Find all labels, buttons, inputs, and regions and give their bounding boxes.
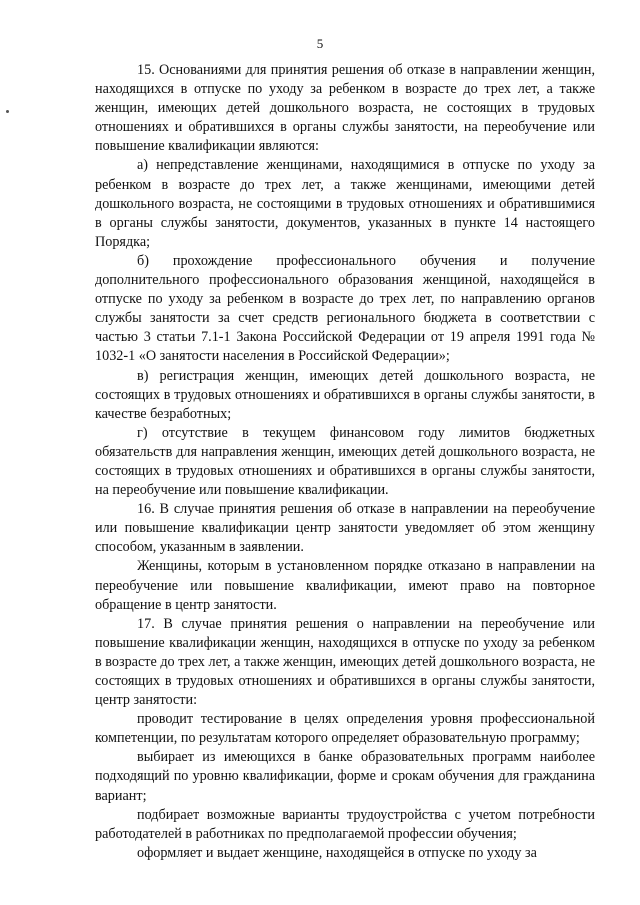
paragraph-15-g: г) отсутствие в текущем финансовом году лимитов бюджетных обязательств для направления женщин, имеющих детей дошкольного возраста, не состоящих в трудовых отношениях и обратившихся в органы службы занятости, на переобучение или повышение квалификации. (95, 424, 595, 499)
paragraph-17-employment: подбирает возможные варианты трудоустройства с учетом потребности работодателей в работниках по предполагаемой профессии обучения; (95, 806, 595, 842)
paragraph-17-testing: проводит тестирование в целях определения уровня профессиональной компетенции, по результатам которого определяет образовательную программу; (95, 711, 595, 747)
document-body (95, 61, 595, 863)
scan-speck (6, 110, 9, 113)
paragraph-16-repeat: Женщины, которым в установленном порядке отказано в направлении на переобучение или повышение квалификации, имеют право на повторное обращение в центр занятости. (95, 558, 595, 613)
paragraph-17-program-choice: выбирает из имеющихся в банке образовательных программ наиболее подходящий по уровню квалификации, форме и срокам обучения для гражданина вариант; (95, 749, 595, 804)
paragraph-15-b: б) прохождение профессионального обучения и получение дополнительного профессионального образования женщиной, находящейся в отпуске по уходу за ребенком в возрасте до трех лет, по направлению органов службы занятости за счет средств регионального бюджета в соответствии с частью 3 статьи 7.1-1 Закона Российской Федерации от 19 апреля 1991 года № 1032-1 «О занятости населения в Российской Федерации»; (95, 252, 595, 365)
paragraph-15-v: в) регистрация женщин, имеющих детей дошкольного возраста, не состоящих в трудовых отношениях и обратившихся в органы службы занятости, в качестве безработных; (95, 367, 595, 422)
paragraph-15-a: а) непредставление женщинами, находящимися в отпуске по уходу за ребенком в возрасте до трех лет, а также женщинами, имеющими детей дошкольного возраста, не состоящими в трудовых отношениях и обратившимися в органы службы занятости, документов, указанных в пункте 14 настоящего Порядка; (95, 157, 595, 250)
paragraph-15: 15. Основаниями для принятия решения об отказе в направлении женщин, находящихся в отпуске по уходу за ребенком в возрасте до трех лет, а также женщин, имеющих детей дошкольного возраста, не состоящих в трудовых отношениях и обратившихся в органы службы занятости, на переобучение или повышение квалификации являются: (95, 62, 595, 155)
page-number: 5 (316, 36, 324, 51)
paragraph-17-issue: оформляет и выдает женщине, находящейся в отпуске по уходу за (137, 844, 537, 861)
paragraph-17: 17. В случае принятия решения о направлении на переобучение или повышение квалификации женщин, находящихся в отпуске по уходу за ребенком в возрасте до трех лет, а также женщин, имеющих детей дошкольного возраста, не состоящих в трудовых отношениях и обратившихся в органы службы занятости, центр занятости: (95, 615, 595, 709)
paragraph-16: 16. В случае принятия решения об отказе в направлении на переобучение или повышение квалификации центр занятости уведомляет об этом женщину способом, указанным в заявлении. (95, 501, 595, 556)
